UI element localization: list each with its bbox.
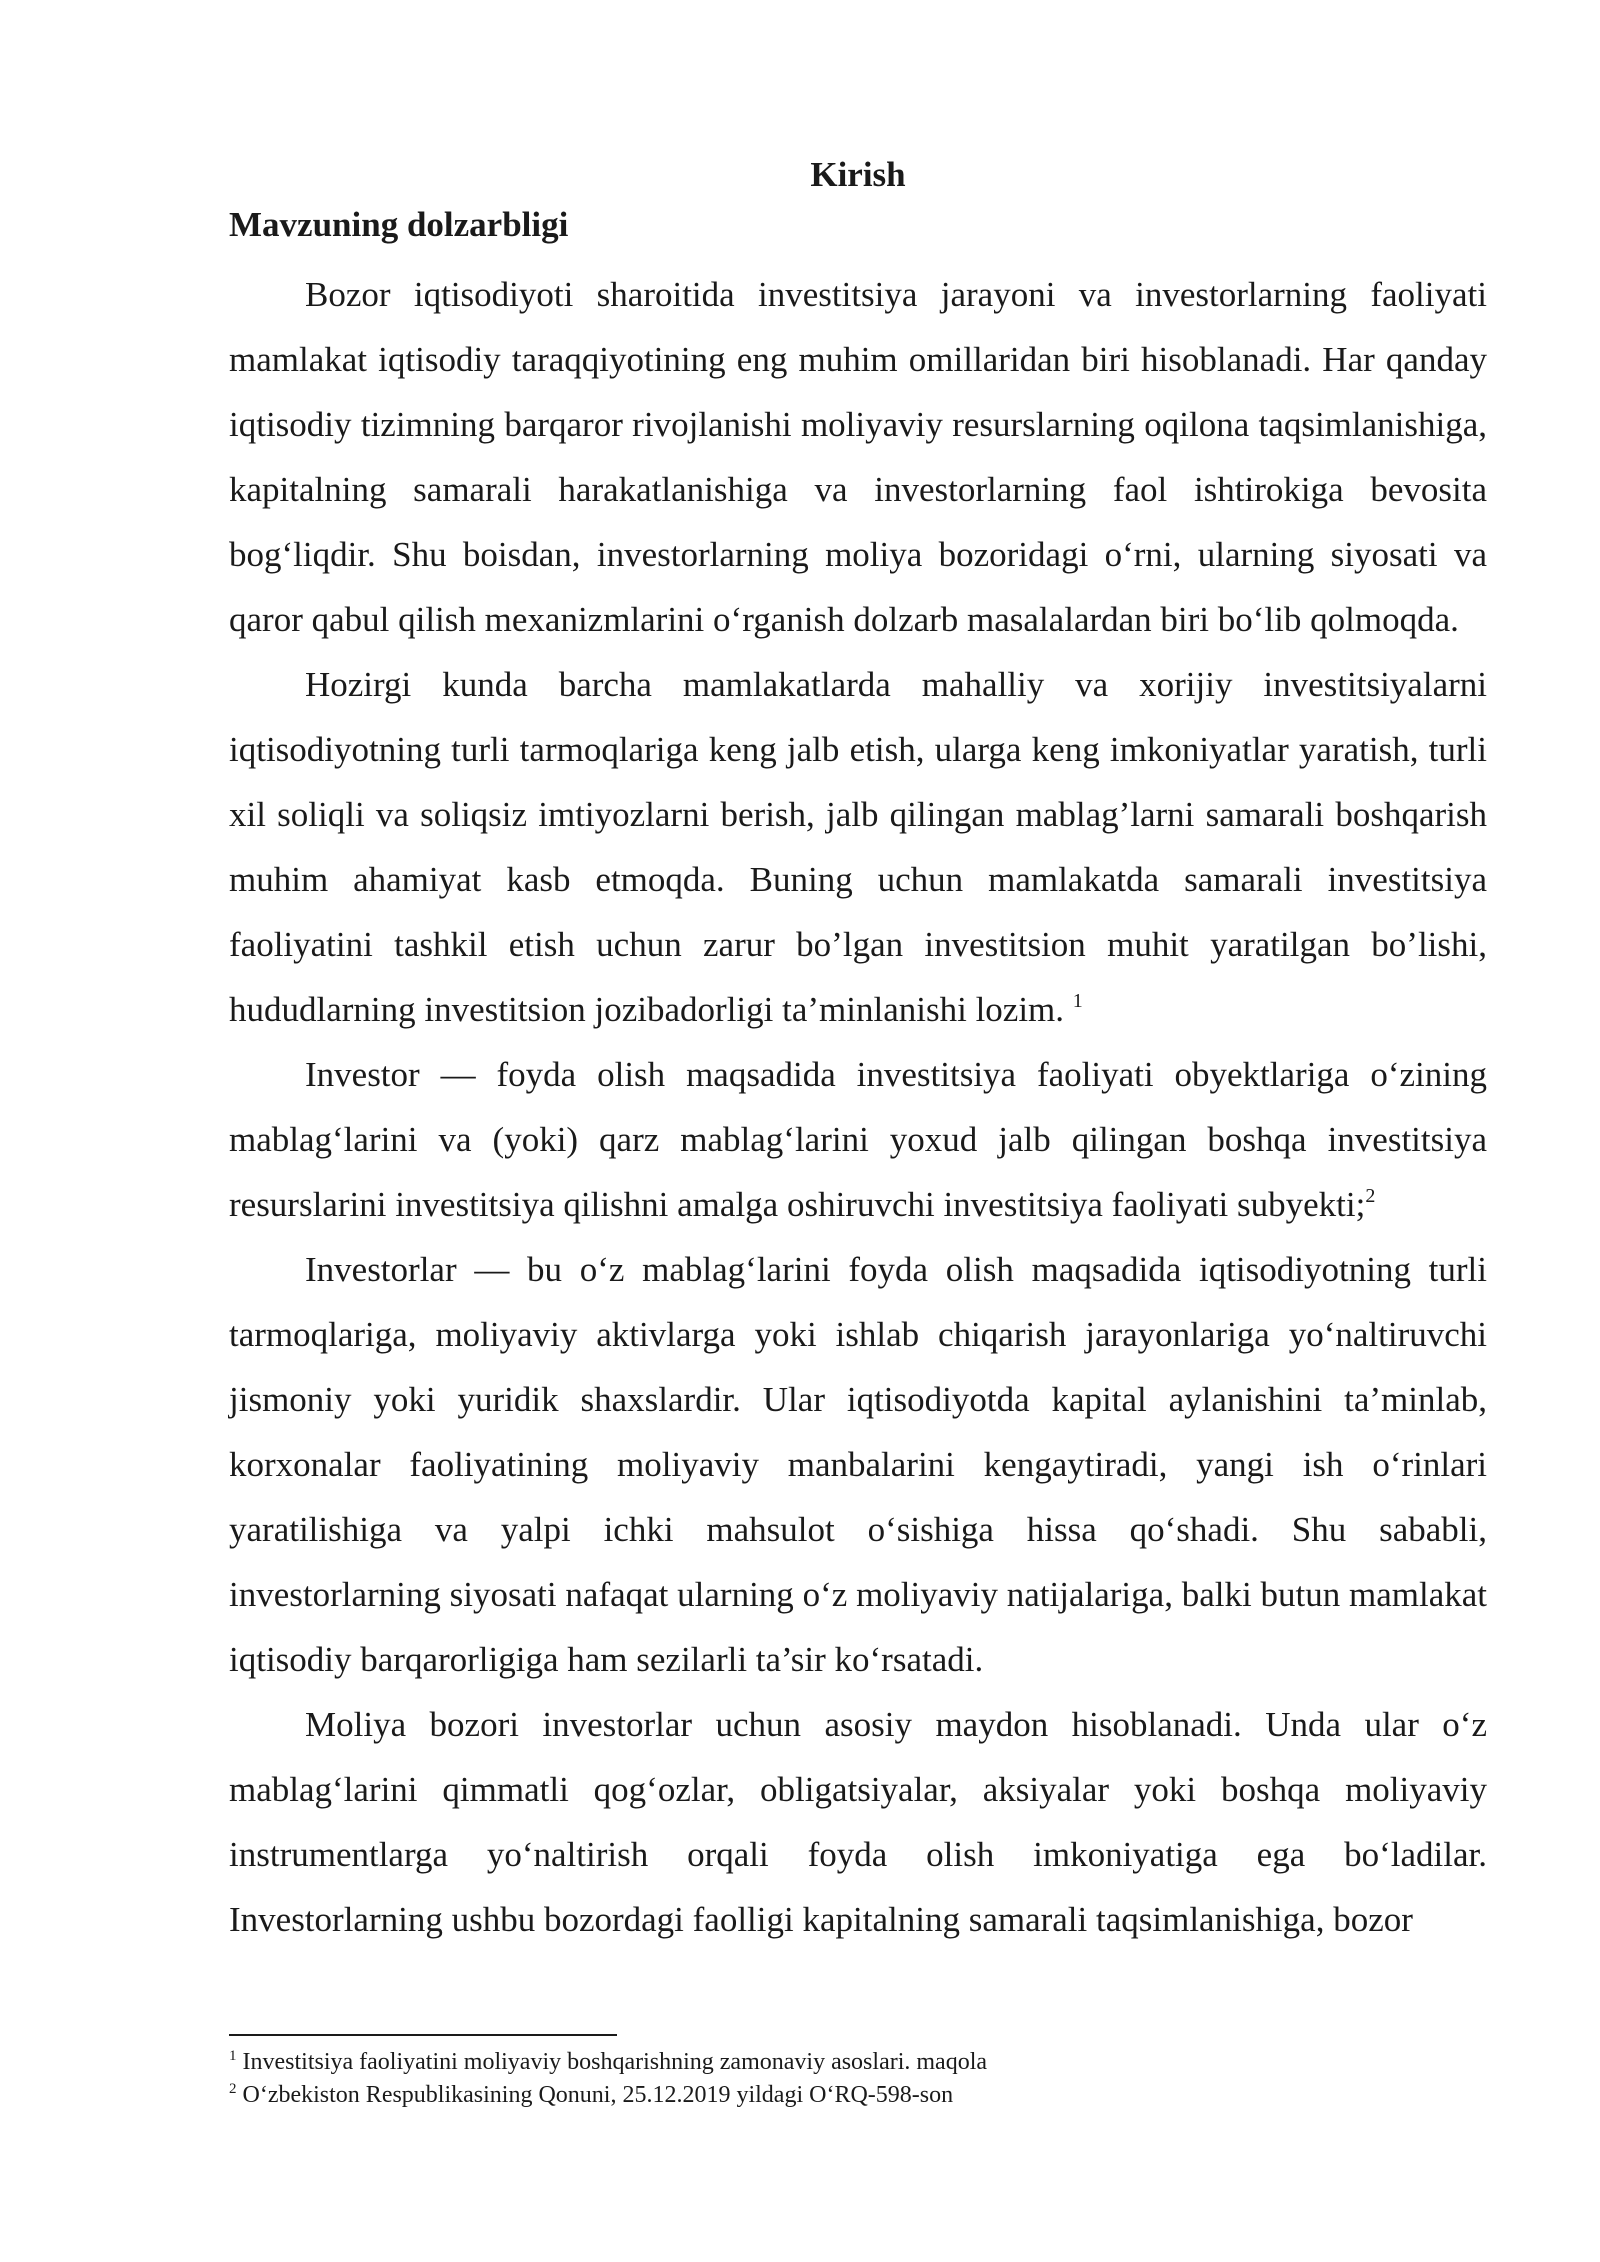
paragraph-4 — [229, 1237, 1487, 1692]
paragraph-text: Investor — foyda olish maqsadida investitsiya faoliyati obyektlariga o‘zining mablag‘larini va (yoki) qarz mablag‘larini yoxud jalb qilingan boshqa investitsiya resurslarini investitsiya qilishni amalga oshiruvchi investitsiya faoliyati subyekti; — [229, 1055, 1487, 1224]
paragraph-text: Moliya bozori investorlar uchun asosiy maydon hisoblanadi. Unda ular o‘z mablag‘larini qimmatli qog‘ozlar, obligatsiyalar, aksiyalar yoki boshqa moliyaviy instrumentlarga yo‘naltirish orqali foyda olish imkoniyatiga ega bo‘ladilar. Investorlarning ushbu bozordagi faolligi kapitalning samarali taqsimlanishiga, bozor — [229, 1705, 1487, 1939]
footnote-text: O‘zbekiston Respublikasining Qonuni, 25.12.2019 yildagi O‘RQ-598-son — [236, 2082, 954, 2108]
paragraph-text: Hozirgi kunda barcha mamlakatlarda mahalliy va xorijiy investitsiyalarni iqtisodiyotning turli tarmoqlariga keng jalb etish, ularga keng imkoniyatlar yaratish, turli xil soliqli va soliqsiz imtiyozlarni berish, jalb qilingan mablag’larni samarali boshqarish muhim ahamiyat kasb etmoqda. Buning uchun mamlakatda samarali investitsiya faoliyatini tashkil etish uchun zarur bo’lgan investitsion muhit yaratilgan bo’lishi, hududlarning investitsion jozibadorligi ta’minlanishi lozim. — [229, 665, 1487, 1029]
paragraph-text: Bozor iqtisodiyoti sharoitida investitsiya jarayoni va investorlarning faoliyati mamlakat iqtisodiy taraqqiyotining eng muhim omillaridan biri hisoblanadi. Har qanday iqtisodiy tizimning barqaror rivojlanishi moliyaviy resurslarning oqilona taqsimlanishiga, kapitalning samarali harakatlanishiga va investorlarning faol ishtirokiga bevosita bog‘liqdir. Shu boisdan, investorlarning moliya bozoridagi o‘rni, ularning siyosati va qaror qabul qilish mexanizmlarini o‘rganish dolzarb masalalardan biri bo‘lib qolmoqda. — [229, 275, 1487, 639]
paragraph-5 — [229, 1692, 1487, 1952]
document-title: Kirish — [810, 155, 906, 194]
footnote-divider — [229, 2034, 617, 2036]
footnote-ref-1[interactable]: 1 — [1072, 990, 1083, 1012]
footnote-2 — [229, 2079, 1487, 2112]
section-heading: Mavzuning dolzarbligi — [229, 205, 569, 244]
paragraph-2 — [229, 652, 1487, 1042]
footnotes-section — [229, 2034, 1487, 2112]
document-page — [229, 150, 1487, 1952]
footnote-mark: 1 — [229, 2048, 237, 2064]
footnote-mark: 2 — [229, 2081, 237, 2097]
paragraph-3 — [229, 1042, 1487, 1237]
paragraph-text: Investorlar — bu o‘z mablag‘larini foyda olish maqsadida iqtisodiyotning turli tarmoqlariga, moliyaviy aktivlarga yoki ishlab chiqarish jarayonlariga yo‘naltiruvchi jismoniy yoki yuridik shaxslardir. Ular iqtisodiyotda kapital aylanishini ta’minlab, korxonalar faoliyatining moliyaviy manbalarini kengaytiradi, yangi ish o‘rinlari yaratilishiga va yalpi ichki mahsulot o‘sishiga hissa qo‘shadi. Shu sababli, investorlarning siyosati nafaqat ularning o‘z moliyaviy natijalariga, balki butun mamlakat iqtisodiy barqarorligiga ham sezilarli ta’sir ko‘rsatadi. — [229, 1250, 1487, 1679]
paragraph-1 — [229, 262, 1487, 652]
footnote-1 — [229, 2046, 1487, 2079]
footnote-ref-2[interactable]: 2 — [1365, 1185, 1376, 1207]
footnote-text: Investitsiya faoliyatini moliyaviy boshqarishning zamonaviy asoslari. maqola — [236, 2049, 988, 2075]
